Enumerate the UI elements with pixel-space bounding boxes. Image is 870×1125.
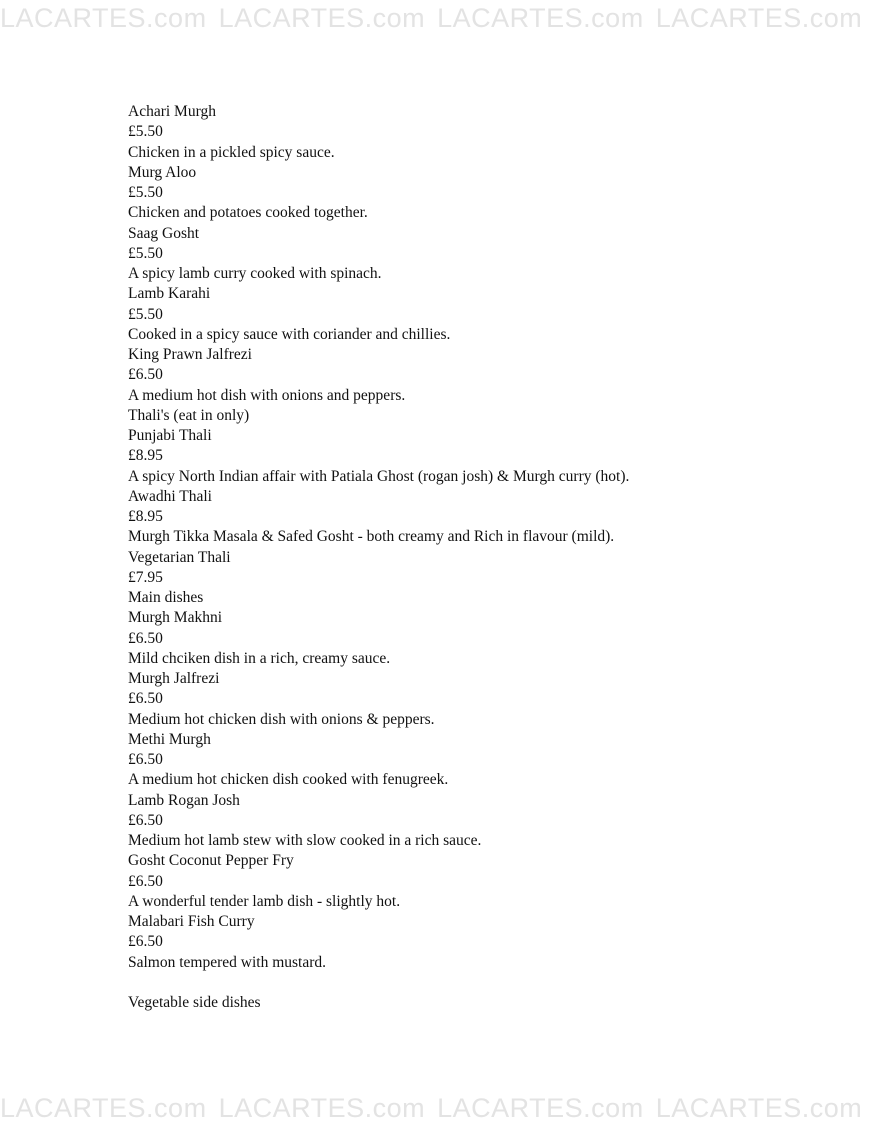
menu-line: Gosht Coconut Pepper Fry — [128, 852, 294, 870]
menu-line: £6.50 — [128, 629, 163, 647]
watermark-text: LACARTES.com — [437, 3, 644, 33]
menu-line: £5.50 — [128, 244, 163, 262]
menu-section-heading: Thali's (eat in only) — [128, 406, 250, 424]
watermark-top — [0, 2, 870, 34]
menu-line: Murgh Tikka Masala & Safed Gosht - both creamy and Rich in flavour (mild). — [128, 528, 615, 546]
menu-line: Vegetarian Thali — [128, 548, 231, 566]
menu-line: Cooked in a spicy sauce with coriander and chillies. — [128, 325, 451, 343]
menu-line: King Prawn Jalfrezi — [128, 346, 252, 363]
menu-document — [128, 102, 828, 1013]
watermark-text: LACARTES.com — [655, 1093, 863, 1123]
menu-line: £6.50 — [128, 933, 163, 951]
menu-line: £6.50 — [128, 872, 163, 890]
watermark-text: LACARTES.com — [655, 3, 863, 33]
menu-line: £7.95 — [128, 568, 163, 586]
menu-line: A medium hot dish with onions and peppers. — [128, 386, 406, 404]
menu-line: £5.50 — [128, 184, 163, 201]
menu-line: Lamb Karahi — [128, 285, 211, 303]
menu-section-heading: Main dishes — [128, 589, 204, 606]
menu-line: £6.50 — [128, 690, 163, 708]
watermark-text: LACARTES.com — [0, 3, 207, 33]
menu-line: Methi Murgh — [128, 730, 211, 748]
menu-line: £8.95 — [128, 447, 163, 465]
menu-line: A spicy lamb curry cooked with spinach. — [128, 265, 382, 282]
menu-line: £5.50 — [128, 123, 163, 141]
menu-line: Medium hot lamb stew with slow cooked in a rich sauce. — [128, 832, 482, 849]
menu-line: Awadhi Thali — [128, 487, 212, 505]
menu-line: Mild chciken dish in a rich, creamy sauce. — [128, 649, 391, 667]
menu-line: A medium hot chicken dish cooked with fenugreek. — [128, 771, 449, 789]
watermark-text: LACARTES.com — [0, 1093, 207, 1123]
menu-line: Salmon tempered with mustard. — [128, 953, 327, 971]
menu-line: £6.50 — [128, 811, 163, 829]
menu-line: Malabari Fish Curry — [128, 913, 255, 930]
menu-line: A spicy North Indian affair with Patiala Ghost (rogan josh) & Murgh curry (hot). — [128, 467, 630, 485]
menu-line: Lamb Rogan Josh — [128, 791, 240, 809]
menu-line: Medium hot chicken dish with onions & peppers. — [128, 710, 435, 728]
watermark-bottom — [0, 1092, 870, 1124]
menu-line: Chicken and potatoes cooked together. — [128, 204, 368, 222]
menu-line: £5.50 — [128, 305, 163, 323]
menu-line: £6.50 — [128, 366, 163, 384]
menu-line: Murgh Jalfrezi — [128, 670, 220, 687]
menu-line: Achari Murgh — [128, 103, 216, 120]
watermark-text: LACARTES.com — [437, 1093, 644, 1123]
menu-section-heading: Vegetable side dishes — [128, 994, 261, 1011]
menu-line: Murg Aloo — [128, 163, 197, 181]
watermark-text: LACARTES.com — [218, 1093, 426, 1123]
menu-line: £6.50 — [128, 751, 163, 768]
blank-line — [128, 973, 828, 993]
menu-line: Saag Gosht — [128, 224, 200, 242]
menu-line: A wonderful tender lamb dish - slightly hot. — [128, 892, 401, 910]
menu-line: Punjabi Thali — [128, 427, 212, 444]
watermark-text: LACARTES.com — [218, 3, 426, 33]
menu-line: Murgh Makhni — [128, 609, 223, 627]
menu-line: Chicken in a pickled spicy sauce. — [128, 143, 335, 161]
menu-line: £8.95 — [128, 508, 163, 525]
